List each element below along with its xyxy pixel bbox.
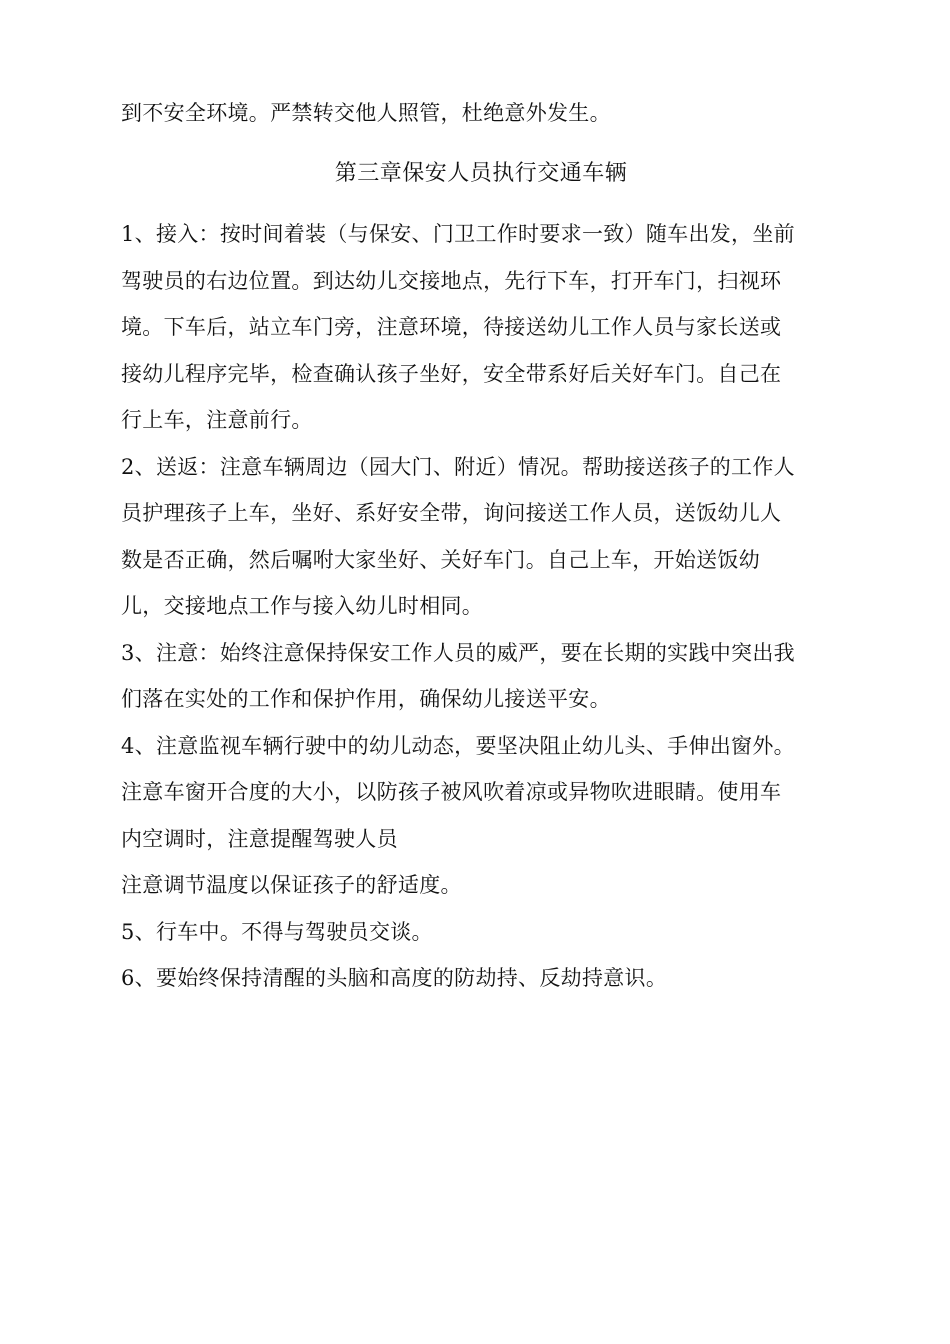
paragraph-line: 员护理孩子上车，坐好、系好安全带，询问接送工作人员，送饭幼儿人 xyxy=(121,501,782,525)
paragraph-line: 接幼儿程序完毕，检查确认孩子坐好，安全带系好后关好车门。自己在 xyxy=(121,361,782,386)
chapter-title: 第三章保安人员执行交通车辆 xyxy=(334,160,628,186)
spacer xyxy=(121,137,841,151)
paragraph-line: 注意调节温度以保证孩子的舒适度。 xyxy=(121,873,462,897)
paragraph-line: 行上车，注意前行。 xyxy=(121,408,313,432)
paragraph-5 xyxy=(121,909,841,956)
paragraph-4 xyxy=(121,723,841,909)
paragraph-line: 数是否正确，然后嘱咐大家坐好、关好车门。自己上车，开始送饭幼 xyxy=(121,547,760,572)
paragraph-3 xyxy=(121,630,841,723)
paragraph-line: 3、注意：始终注意保持保安工作人员的威严，要在长期的实践中突出我 xyxy=(121,640,795,665)
paragraph-line: 境。下车后，站立车门旁，注意环境，待接送幼儿工作人员与家长送或 xyxy=(121,315,782,339)
opening-line: 到不安全环境。严禁转交他人照管，杜绝意外发生。 xyxy=(121,101,611,125)
paragraph-line: 4、注意监视车辆行驶中的幼儿动态，要坚决阻止幼儿头、手伸出窗外。 xyxy=(121,733,795,758)
paragraph-1 xyxy=(121,211,841,444)
document-body xyxy=(121,90,841,1002)
paragraph-line: 们落在实处的工作和保护作用，确保幼儿接送平安。 xyxy=(121,687,611,711)
paragraph-line: 5、行车中。不得与驾驶员交谈。 xyxy=(121,919,433,944)
paragraph-line: 6、要始终保持清醒的头脑和高度的防劫持、反劫持意识。 xyxy=(121,966,668,990)
paragraph-line: 内空调时，注意提醒驾驶人员 xyxy=(121,826,398,851)
paragraph-line: 注意车窗开合度的大小，以防孩子被风吹着凉或异物吹进眼睛。使用车 xyxy=(121,780,782,804)
paragraph-line: 1、接入：按时间着装（与保安、门卫工作时要求一致）随车出发，坐前 xyxy=(121,222,795,246)
paragraph-line: 2、送返：注意车辆周边（园大门、附近）情况。帮助接送孩子的工作人 xyxy=(121,454,795,479)
paragraph-line: 驾驶员的右边位置。到达幼儿交接地点，先行下车，打开车门，扫视环 xyxy=(121,268,782,293)
paragraph-6 xyxy=(121,955,841,1002)
paragraph-2 xyxy=(121,444,841,630)
spacer xyxy=(121,197,841,211)
paragraph-line: 儿，交接地点工作与接入幼儿时相同。 xyxy=(121,594,484,618)
